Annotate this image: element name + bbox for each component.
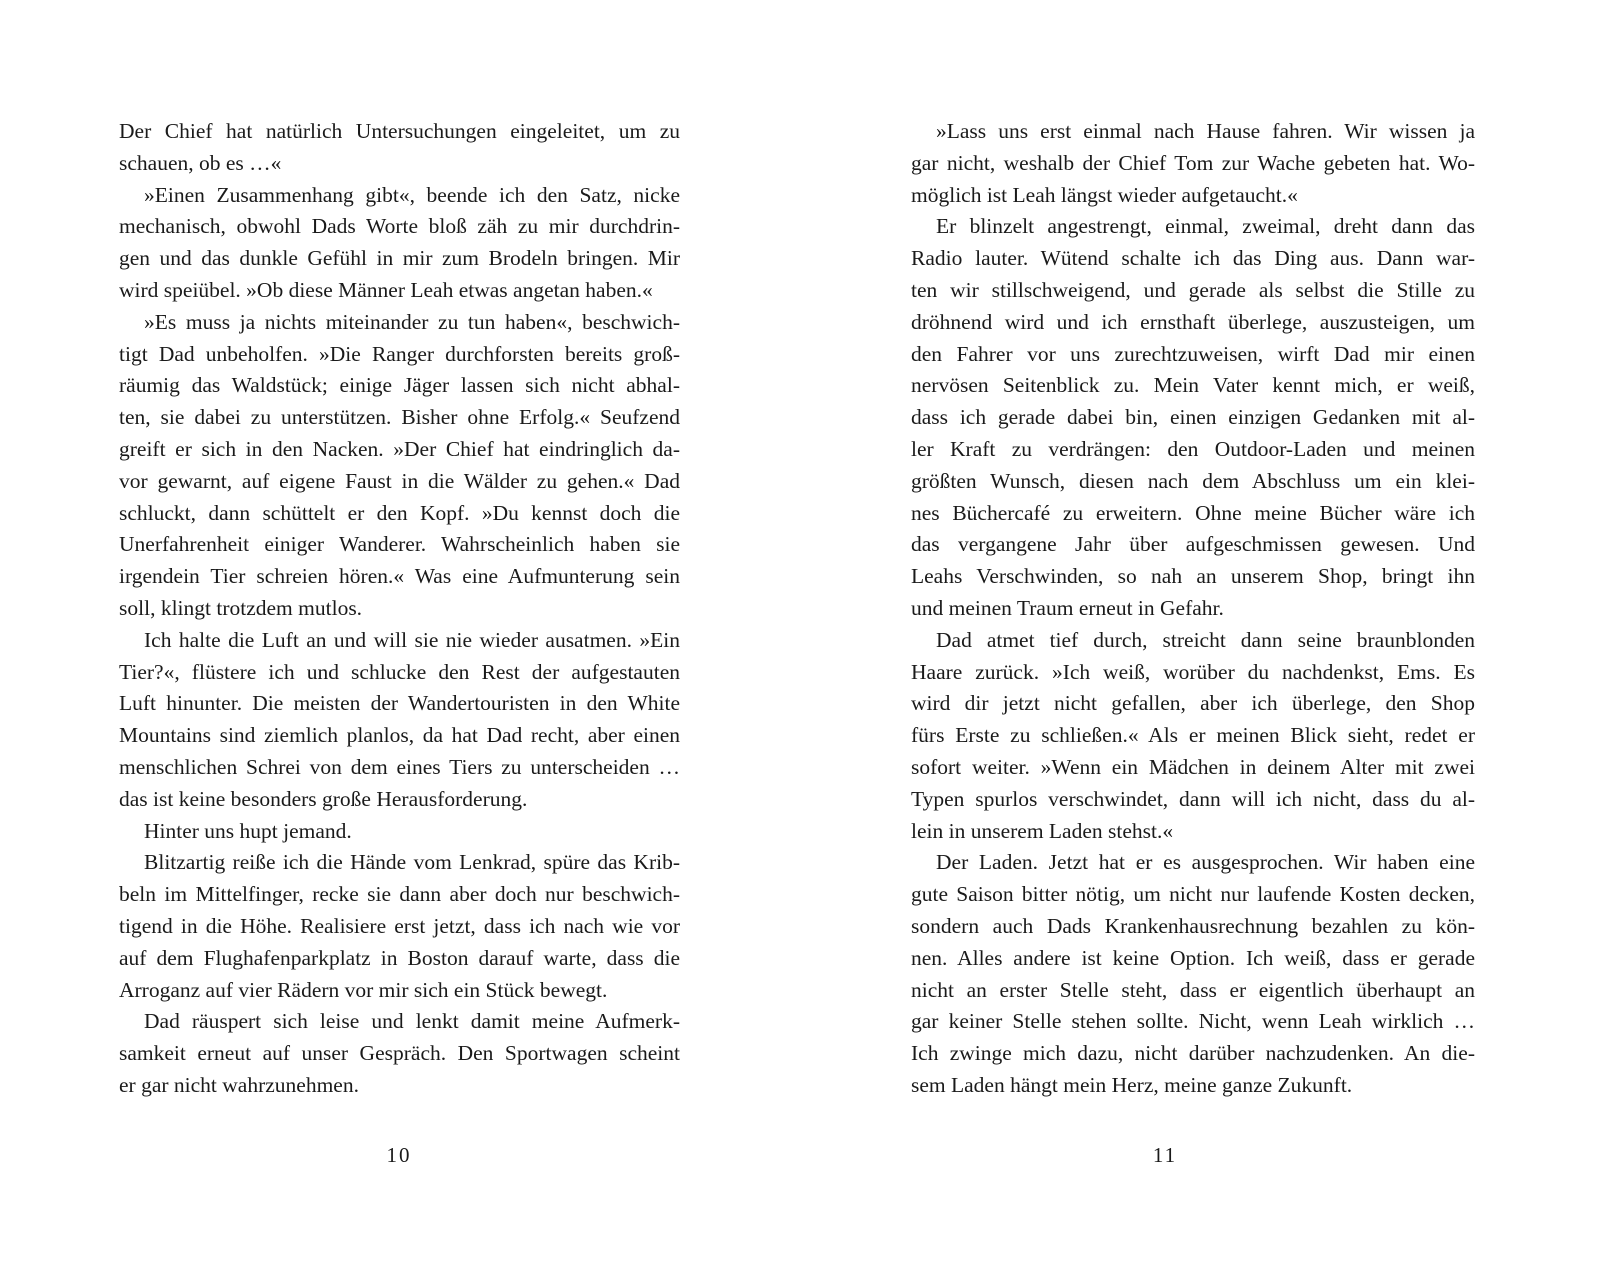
text-line: »Lass uns erst einmal nach Hause fahren. Wir wissen ja [936,119,1475,143]
text-line: »Es muss ja nichts miteinander zu tun haben«, beschwich- [144,309,680,334]
text-line: ten, sie dabei zu unterstützen. Bisher ohne Erfolg.« Seufzend [119,405,680,430]
text-line: soll, klingt trotzdem mutlos. [119,595,363,620]
text-line: Hinter uns hupt jemand. [144,818,352,843]
text-line: wird dir jetzt nicht gefallen, aber ich überlege, den Shop [911,691,1475,716]
text-line: sondern auch Dads Krankenhausrechnung bezahlen zu kön- [911,913,1475,938]
text-line: samkeit erneut auf unser Gespräch. Den Sportwagen scheint [119,1041,680,1066]
left-page-number: 10 [386,1143,412,1167]
text-line: ler Kraft zu verdrängen: den Outdoor-Laden und meinen [911,436,1475,461]
text-line: Arroganz auf vier Rädern vor mir sich ein Stück bewegt. [119,977,608,1002]
right-page-text [911,116,1475,1102]
right-page-number: 11 [1152,1143,1178,1167]
text-line: nervösen Seitenblick zu. Mein Vater kennt mich, er weiß, [911,373,1475,398]
text-line: nen. Alles andere ist keine Option. Ich weiß, dass er gerade [911,945,1475,970]
text-line: den Fahrer vor uns zurechtzuweisen, wirft Dad mir einen [911,341,1475,366]
text-line: Der Laden. Jetzt hat er es ausgesprochen. Wir haben eine [936,850,1475,875]
text-line: Radio lauter. Wütend schalte ich das Ding aus. Dann war- [911,246,1475,271]
text-line: gar keiner Stelle stehen sollte. Nicht, wenn Leah wirklich … [911,1009,1475,1034]
text-line: menschlichen Schrei von dem eines Tiers zu unterscheiden … [119,754,680,779]
text-line: »Einen Zusammenhang gibt«, beende ich den Satz, nicke [144,182,680,207]
text-line: dröhnend wird und ich ernsthaft überlege, auszusteigen, um [911,309,1475,334]
text-line: das vergangene Jahr über aufgeschmissen gewesen. Und [911,532,1475,557]
text-line: gar nicht, weshalb der Chief Tom zur Wache gebeten hat. Wo- [911,150,1475,175]
text-line: Er blinzelt angestrengt, einmal, zweimal, dreht dann das [936,214,1475,239]
text-line: räumig das Waldstück; einige Jäger lassen sich nicht abhal- [119,373,680,398]
text-line: gen und das dunkle Gefühl in mir zum Brodeln bringen. Mir [119,246,680,271]
text-line: größten Wunsch, diesen nach dem Abschluss um ein klei- [911,468,1475,493]
text-line: Tier?«, flüstere ich und schlucke den Rest der aufgestauten [119,659,680,684]
text-line: tigt Dad unbeholfen. »Die Ranger durchforsten bereits groß- [119,341,680,366]
text-line: Unerfahrenheit einiger Wanderer. Wahrscheinlich haben sie [119,532,680,557]
text-line: Typen spurlos verschwindet, dann will ich nicht, dass du al- [911,786,1475,811]
text-line: irgendein Tier schreien hören.« Was eine Aufmunterung sein [119,564,680,589]
text-line: Blitzartig reiße ich die Hände vom Lenkrad, spüre das Krib- [144,850,680,875]
text-line: das ist keine besonders große Herausforderung. [119,786,528,811]
text-line: Ich halte die Luft an und will sie nie wieder ausatmen. »Ein [144,627,680,652]
left-page-text [119,116,680,1102]
text-line: tigend in die Höhe. Realisiere erst jetzt, dass ich nach wie vor [119,913,680,938]
text-line: mechanisch, obwohl Dads Worte bloß zäh zu mir durchdrin- [119,214,680,239]
text-line: Ich zwinge mich dazu, nicht darüber nachzudenken. An die- [911,1041,1475,1066]
text-line: sofort weiter. »Wenn ein Mädchen in deinem Alter mit zwei [911,754,1475,779]
text-line: gute Saison bitter nötig, um nicht nur laufende Kosten decken, [911,882,1475,907]
text-line: Luft hinunter. Die meisten der Wandertouristen in den White [119,691,680,716]
text-line: lein in unserem Laden stehst.« [911,818,1174,843]
text-line: sem Laden hängt mein Herz, meine ganze Zukunft. [911,1072,1353,1097]
text-line: dass ich gerade dabei bin, einen einzigen Gedanken mit al- [911,405,1475,430]
text-line: ten wir stillschweigend, und gerade als selbst die Stille zu [911,277,1475,302]
text-line: Dad räuspert sich leise und lenkt damit meine Aufmerk- [144,1009,680,1034]
text-line: Haare zurück. »Ich weiß, worüber du nachdenkst, Ems. Es [911,659,1475,684]
text-line: Dad atmet tief durch, streicht dann seine braunblonden [936,627,1475,652]
text-line: vor gewarnt, auf eigene Faust in die Wälder zu gehen.« Dad [119,468,680,493]
text-line: und meinen Traum erneut in Gefahr. [911,595,1224,620]
text-line: wird speiübel. »Ob diese Männer Leah etwas angetan haben.« [119,277,653,302]
right-page [800,0,1600,1274]
text-line: nes Büchercafé zu erweitern. Ohne meine Bücher wäre ich [911,500,1475,525]
text-line: schluckt, dann schüttelt er den Kopf. »Du kennst doch die [119,500,680,525]
text-line: nicht an erster Stelle steht, dass er eigentlich überhaupt an [911,977,1475,1002]
text-line: Der Chief hat natürlich Untersuchungen eingeleitet, um zu [119,119,680,143]
text-line: auf dem Flughafenparkplatz in Boston darauf warte, dass die [119,945,680,970]
text-line: Leahs Verschwinden, so nah an unserem Shop, bringt ihn [911,564,1475,589]
text-line: beln im Mittelfinger, recke sie dann aber doch nur beschwich- [119,882,680,907]
text-line: möglich ist Leah längst wieder aufgetaucht.« [911,182,1298,207]
text-line: greift er sich in den Nacken. »Der Chief hat eindringlich da- [119,436,680,461]
text-line: Mountains sind ziemlich planlos, da hat Dad recht, aber einen [119,723,680,748]
text-line: schauen, ob es …« [119,150,282,175]
text-line: er gar nicht wahrzunehmen. [119,1072,359,1097]
text-line: fürs Erste zu schließen.« Als er meinen Blick sieht, redet er [911,723,1475,748]
